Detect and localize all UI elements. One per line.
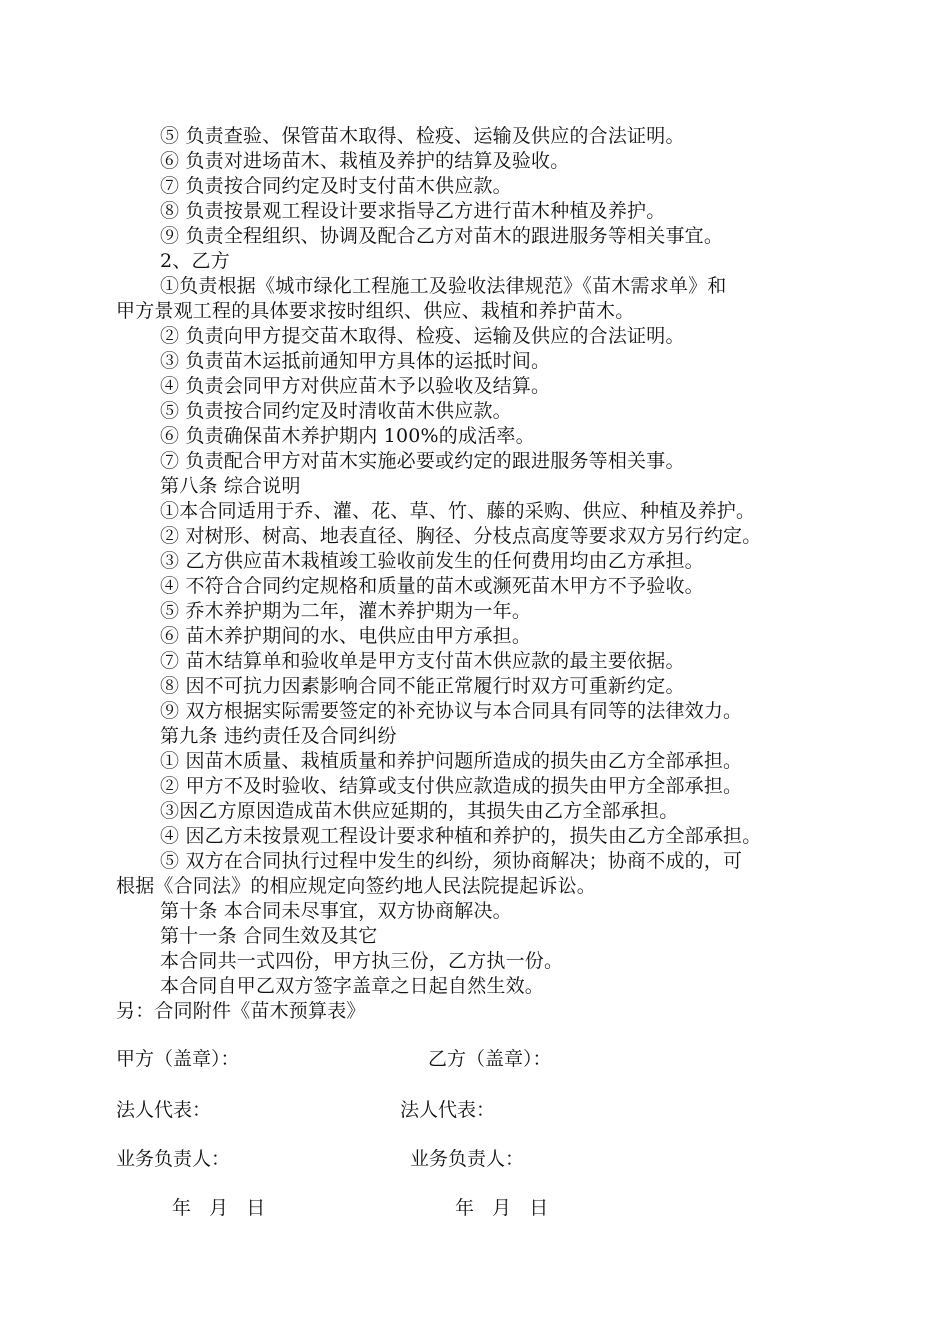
article-9-item-5-line2: 根据《合同法》的相应规定向签约地人民法院提起诉讼。 (116, 875, 597, 897)
party-b-duty-1-line1: ①负责根据《城市绿化工程施工及验收法律规范》《苗木需求单》和 (160, 275, 727, 297)
article-9-heading: 第九条 违约责任及合同纠纷 (160, 725, 397, 747)
article-11-item-1: 本合同共一式四份，甲方执三份，乙方执一份。 (160, 950, 564, 972)
article-8-item-7: ⑦ 苗木结算单和验收单是甲方支付苗木供应款的最主要依据。 (160, 650, 685, 672)
party-a-duty-5: ⑤ 负责查验、保管苗木取得、检疫、运输及供应的合法证明。 (160, 125, 685, 147)
party-b-duty-3: ③ 负责苗木运抵前通知甲方具体的运抵时间。 (160, 350, 551, 372)
party-b-duty-5: ⑤ 负责按合同约定及时清收苗木供应款。 (160, 400, 512, 422)
party-a-rep-label: 法人代表： (116, 1099, 212, 1121)
article-11-heading: 第十一条 合同生效及其它 (160, 925, 378, 947)
article-9-item-2: ② 甲方不及时验收、结算或支付供应款造成的损失由甲方全部承担。 (160, 775, 743, 797)
party-a-manager-label: 业务负责人： (116, 1148, 231, 1170)
party-b-seal-label: 乙方（盖章）： (428, 1048, 552, 1070)
article-8-heading: 第八条 综合说明 (160, 475, 301, 497)
party-b-heading: 2、乙方 (160, 250, 230, 272)
article-8-item-8: ⑧ 因不可抗力因素影响合同不能正常履行时双方可重新约定。 (160, 675, 685, 697)
party-b-duty-7: ⑦ 负责配合甲方对苗木实施必要或约定的跟进服务等相关事。 (160, 450, 685, 472)
party-b-rep-label: 法人代表： (400, 1099, 496, 1121)
article-11-item-2: 本合同自甲乙双方签字盖章之日起自然生效。 (160, 975, 545, 997)
article-9-item-4: ④ 因乙方未按景观工程设计要求种植和养护的，损失由乙方全部承担。 (160, 825, 762, 847)
article-8-item-5: ⑤ 乔木养护期为二年，灌木养护期为一年。 (160, 600, 532, 622)
article-8-item-9: ⑨ 双方根据实际需要签定的补充协议与本合同具有同等的法律效力。 (160, 700, 743, 722)
article-9-item-3: ③因乙方原因造成苗木供应延期的，其损失由乙方全部承担。 (160, 800, 679, 822)
article-9-item-5-line1: ⑤ 双方在合同执行过程中发生的纠纷，须协商解决；协商不成的，可 (160, 850, 743, 872)
party-b-duty-1-line2: 甲方景观工程的具体要求按时组织、供应、栽植和养护苗木。 (116, 300, 635, 322)
party-b-duty-4: ④ 负责会同甲方对供应苗木予以验收及结算。 (160, 375, 551, 397)
article-10: 第十条 本合同未尽事宜，双方协商解决。 (160, 900, 512, 922)
article-8-item-1: ①本合同适用于乔、灌、花、草、竹、藤的采购、供应、种植及养护。 (160, 500, 756, 522)
party-a-seal-label: 甲方（盖章）： (116, 1048, 240, 1070)
party-b-duty-2: ② 负责向甲方提交苗木取得、检疫、运输及供应的合法证明。 (160, 325, 685, 347)
party-a-duty-8: ⑧ 负责按景观工程设计要求指导乙方进行苗木种植及养护。 (160, 200, 666, 222)
party-b-date: 年 月 日 (455, 1197, 549, 1219)
attachment-note: 另：合同附件《苗木预算表》 (116, 1000, 366, 1022)
party-a-date: 年 月 日 (172, 1197, 266, 1219)
article-9-item-1: ① 因苗木质量、栽植质量和养护问题所造成的损失由乙方全部承担。 (160, 750, 743, 772)
party-a-duty-9: ⑨ 负责全程组织、协调及配合乙方对苗木的跟进服务等相关事宜。 (160, 225, 724, 247)
article-8-item-3: ③ 乙方供应苗木栽植竣工验收前发生的任何费用均由乙方承担。 (160, 550, 704, 572)
article-8-item-2: ② 对树形、树高、地表直径、胸径、分枝点高度等要求双方另行约定。 (160, 525, 762, 547)
party-a-duty-7: ⑦ 负责按合同约定及时支付苗木供应款。 (160, 175, 512, 197)
party-b-duty-6: ⑥ 负责确保苗木养护期内 100%的成活率。 (160, 425, 535, 447)
party-b-manager-label: 业务负责人： (410, 1148, 525, 1170)
article-8-item-6: ⑥ 苗木养护期间的水、电供应由甲方承担。 (160, 625, 532, 647)
article-8-item-4: ④ 不符合合同约定规格和质量的苗木或濒死苗木甲方不予验收。 (160, 575, 704, 597)
party-a-duty-6: ⑥ 负责对进场苗木、栽植及养护的结算及验收。 (160, 150, 570, 172)
